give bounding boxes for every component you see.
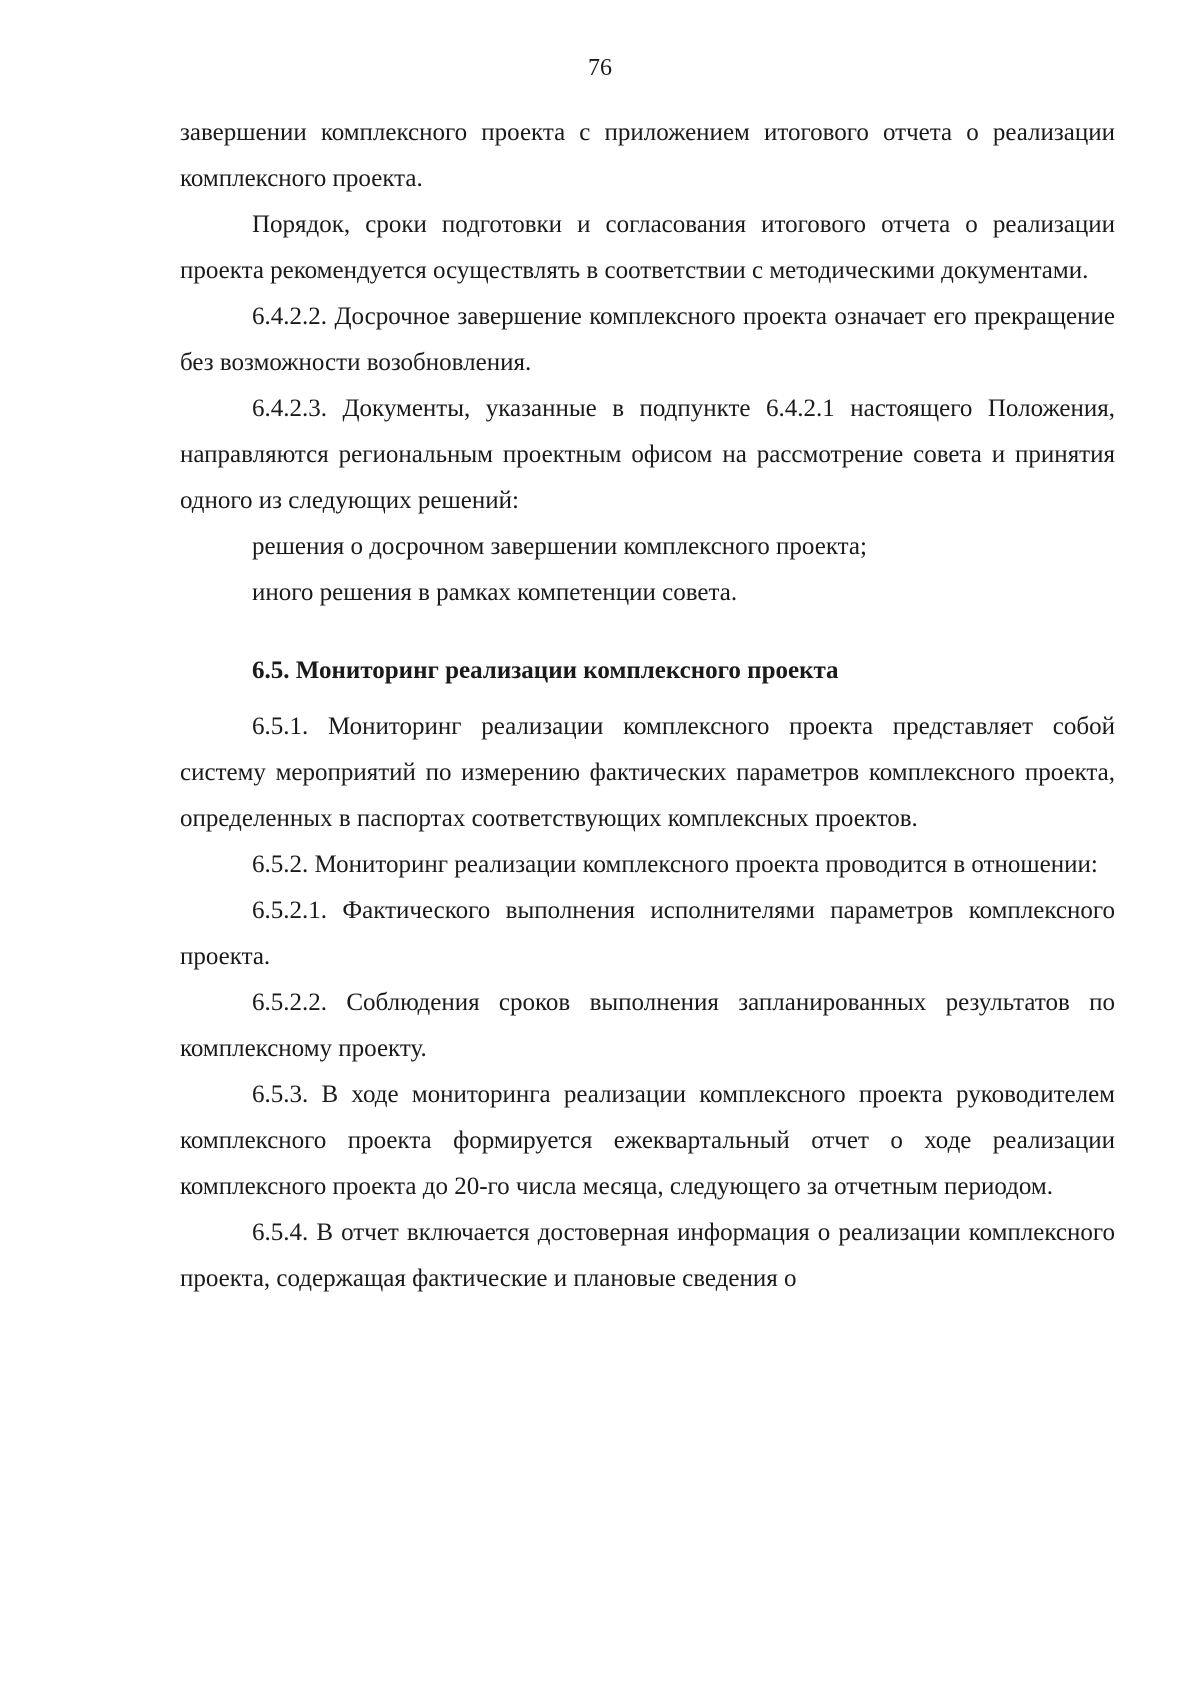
paragraph-report-procedure: Порядок, сроки подготовки и согласования итогового отчета о реализации проекта рекомендуется осуществлять в соответствии с методическими документами. <box>180 211 1115 284</box>
section-heading-6-5: 6.5. Мониторинг реализации комплексного проекта <box>252 657 839 684</box>
paragraph-6-5-2-2: 6.5.2.2. Соблюдения сроков выполнения запланированных результатов по комплексному проекту. <box>180 989 1115 1062</box>
paragraph-6-5-4: 6.5.4. В отчет включается достоверная информация о реализации комплексного проекта, содержащая фактические и плановые сведения о <box>180 1219 1115 1292</box>
paragraph-6-4-2-3: 6.4.2.3. Документы, указанные в подпункте 6.4.2.1 настоящего Положения, направляются региональным проектным офисом на рассмотрение совета и принятия одного из следующих решений: <box>180 395 1115 514</box>
document-body <box>180 110 1115 1302</box>
paragraph-6-5-2: 6.5.2. Мониторинг реализации комплексного проекта проводится в отношении: <box>252 851 1098 878</box>
paragraph-continuation: завершении комплексного проекта с приложением итогового отчета о реализации комплексного проекта. <box>180 119 1115 192</box>
page-number: 76 <box>588 55 612 81</box>
decision-item-early-completion: решения о досрочном завершении комплексного проекта; <box>252 533 867 560</box>
paragraph-6-4-2-2: 6.4.2.2. Досрочное завершение комплексного проекта означает его прекращение без возможности возобновления. <box>180 303 1115 376</box>
paragraph-6-5-1: 6.5.1. Мониторинг реализации комплексного проекта представляет собой систему мероприятий по измерению фактических параметров комплексного проекта, определенных в паспортах соответствующих комплексных проектов. <box>180 713 1115 832</box>
paragraph-6-5-3: 6.5.3. В ходе мониторинга реализации комплексного проекта руководителем комплексного проекта формируется ежеквартальный отчет о ходе реализации комплексного проекта до 20-го числа месяца, следующего за отчетным периодом. <box>180 1081 1115 1200</box>
paragraph-6-5-2-1: 6.5.2.1. Фактического выполнения исполнителями параметров комплексного проекта. <box>180 897 1115 970</box>
decision-item-other: иного решения в рамках компетенции совета. <box>252 579 738 606</box>
